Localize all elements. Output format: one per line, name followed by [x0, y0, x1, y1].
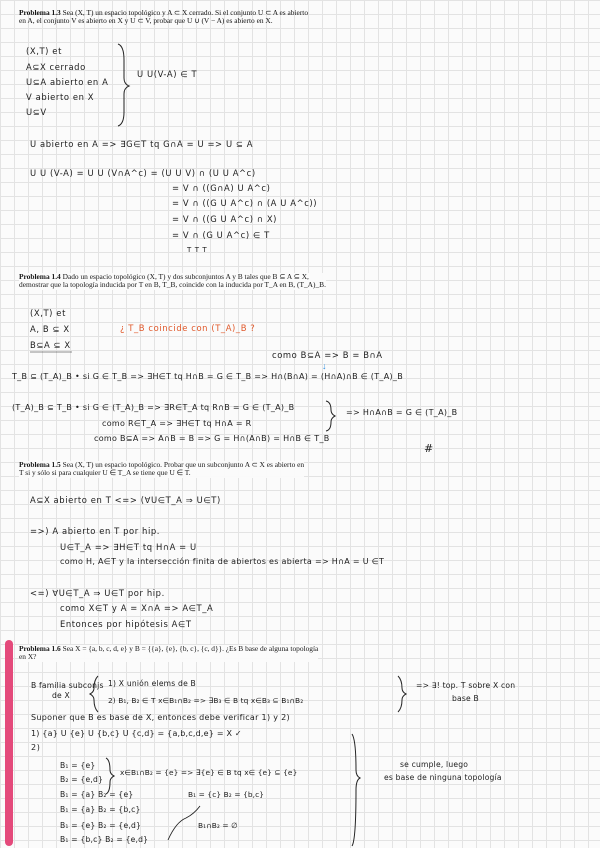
problem-1-6-text-line2: en X?: [19, 652, 37, 662]
bwd-1-5-a: <=) ∀U∈T_A ⇒ U∈T por hip.: [30, 588, 165, 598]
brace-1-6-right: [398, 676, 406, 712]
hyp-1-4-b: A, B ⊆ X: [30, 324, 70, 334]
hyp-4: V abierto en X: [26, 92, 95, 102]
line-1-3-b: U U (V-A) = U U (V∩A^c) = (U U V) ∩ (U U A^c): [30, 168, 256, 178]
case-b5: B₁ = {e} B₂ = {e,d}: [60, 821, 142, 830]
problem-1-5-text-line1: Sea (X, T) un espacio topológico. Probar que un subconjunto A ⊂ X es abierto en: [62, 460, 305, 469]
hyp-2: A⊆X cerrado: [26, 62, 86, 72]
line-1-4-d: como B⊆A => A∩B = B => G = H∩(A∩B) = H∩B ∈ T_B: [94, 434, 330, 443]
fwd-1-5-b: U∈T_A => ∃H∈T tq H∩A = U: [60, 542, 197, 552]
problem-1-6-text-line1: Sea X = {a, b, c, d, e} y B = {{a}, {e}, {b, c}, {c, d}}. ¿Es B base de alguna topología: [62, 644, 319, 653]
problem-1-3-text-line1: Sea (X, T) un espacio topológico y A ⊂ X cerrado. Si el conjunto U ⊂ A es abierto: [62, 8, 309, 17]
case-mid: x∈B₁∩B₂ = {e} => ∃{e} ∈ B tq x∈ {e} ⊆ {e}: [120, 768, 298, 777]
problem-1-3-text-line2: en A, el conjunto V es abierto en X y U ⊂ V, probar que U ∪ (V − A) es abierto en X.: [19, 16, 273, 26]
bwd-1-5-c: Entonces por hipótesis A∈T: [60, 619, 192, 629]
question-1-4: ¿ T_B coincide con (T_A)_B ?: [120, 323, 256, 333]
line-1-4-a: T_B ⊆ (T_A)_B • si G ∈ T_B => ∃H∈T tq H∩B = G ∈ T_B => H∩(B∩A) = (H∩A)∩B ∈ (T_A)_B: [12, 372, 404, 381]
item-1: 1) {a} U {e} U {b,c} U {c,d} = {a,b,c,d,e} = X ✓: [31, 729, 242, 738]
line-1-4-b: (T_A)_B ⊆ T_B • si G ∈ (T_A)_B => ∃R∈T_A tq R∩B = G ∈ (T_A)_B: [12, 403, 295, 412]
conclusion-1-6-a: => ∃! top. T sobre X con: [416, 681, 516, 690]
line-1-3-c: = V ∩ ((G∩A) U A^c): [172, 183, 271, 193]
hash-mark: #: [424, 442, 434, 455]
main-1-5: A⊆X abierto en T <=> (∀U∈T_A ⇒ U∈T): [30, 495, 221, 505]
brace-1-4: [326, 401, 335, 431]
suppose-line: Suponer que B es base de X, entonces debe verificar 1) y 2): [31, 713, 290, 722]
problem-1-4-text-line2: demostrar que la topología inducida por T en B, T_B, coincide con la inducida por T_A en B, (T_A)_B.: [19, 280, 326, 290]
family-label-b: de X: [52, 691, 70, 700]
case-b2: B₂ = {e,d}: [60, 775, 104, 784]
hyp-3: U⊆A abierto en A: [26, 77, 109, 87]
brace-b-cases: [106, 758, 114, 794]
case-b1: B₁ = {e}: [60, 761, 96, 770]
como-1-4: como B⊆A => B = B∩A: [272, 350, 383, 360]
down-arrow-icon: ↓: [322, 361, 327, 371]
fwd-1-5-c: como H, A∈T y la intersección finita de abiertos es abierta => H∩A = U ∈T: [60, 557, 385, 566]
line-1-3-a: U abierto en A => ∃G∈T tq G∩A = U => U ⊆ A: [30, 139, 254, 149]
line-1-3-f: = V ∩ (G U A^c) ∈ T: [172, 230, 270, 240]
problem-1-6-heading: Problema 1.6: [19, 644, 61, 653]
case-b6: B₁ = {b,c} B₂ = {e,d}: [60, 835, 149, 844]
conclusion-1-3: U U(V-A) ∈ T: [137, 69, 198, 79]
problem-1-3-heading: Problema 1.3: [19, 8, 61, 17]
case-b5-right: B₁∩B₂ = ∅: [198, 821, 238, 830]
cond-2: 2) B₁, B₂ ∈ T x∈B₁∩B₂ => ∃B₃ ∈ B tq x∈B₃ ⊆ B₁∩B₂: [108, 696, 304, 705]
curve-stroke: [168, 806, 200, 840]
line-1-4-c: como R∈T_A => ∃H∈T tq H∩A = R: [102, 419, 252, 428]
hyp-1-4-c: B⊆A ⊆ X: [30, 340, 71, 350]
bwd-1-5-b: como X∈T y A = X∩A => A∈T_A: [60, 603, 214, 613]
line-1-3-e: = V ∩ ((G U A^c) ∩ X): [172, 214, 278, 224]
result-a: se cumple, luego: [400, 760, 469, 769]
hyp-1-4-a: (X,T) et: [30, 308, 66, 318]
hyp-5: U⊆V: [26, 107, 47, 117]
brace-big-right: [352, 734, 360, 846]
result-b: es base de ninguna topología: [384, 773, 502, 782]
brace-hypotheses-1-3: [118, 44, 129, 126]
problem-1-5-text-line2: T si y sólo si para cualquier U ∈ T_A se tiene que U ∈ T.: [19, 468, 191, 478]
brace-1-6-left: [90, 676, 98, 712]
line-1-3-d: = V ∩ ((G U A^c) ∩ (A U A^c)): [172, 198, 318, 208]
family-label-a: B familia subconjs: [31, 681, 104, 690]
conclusion-1-6-b: base B: [452, 694, 479, 703]
cond-1: 1) X unión elems de B: [108, 679, 196, 688]
line-1-4-b-right: => H∩A∩B = G ∈ (T_A)_B: [346, 408, 458, 417]
line-1-3-g: T T T: [187, 246, 208, 254]
fwd-1-5-a: =>) A abierto en T por hip.: [30, 526, 161, 536]
problem-1-4-text-line1: Dado un espacio topológico (X, T) y dos subconjuntos A y B tales que B ⊆ A ⊆ X,: [62, 272, 309, 281]
problem-1-5-heading: Problema 1.5: [19, 460, 61, 469]
case-b3: B₁ = {a} B₂ = {e}: [60, 790, 134, 799]
problem-1-4-heading: Problema 1.4: [19, 272, 61, 281]
case-b4: B₁ = {a} B₂ = {b,c}: [60, 805, 141, 814]
case-b3-right: B₁ = {c} B₂ = {b,c}: [188, 790, 265, 799]
item-2: 2): [31, 743, 41, 752]
hyp-1: (X,T) et: [26, 46, 62, 56]
